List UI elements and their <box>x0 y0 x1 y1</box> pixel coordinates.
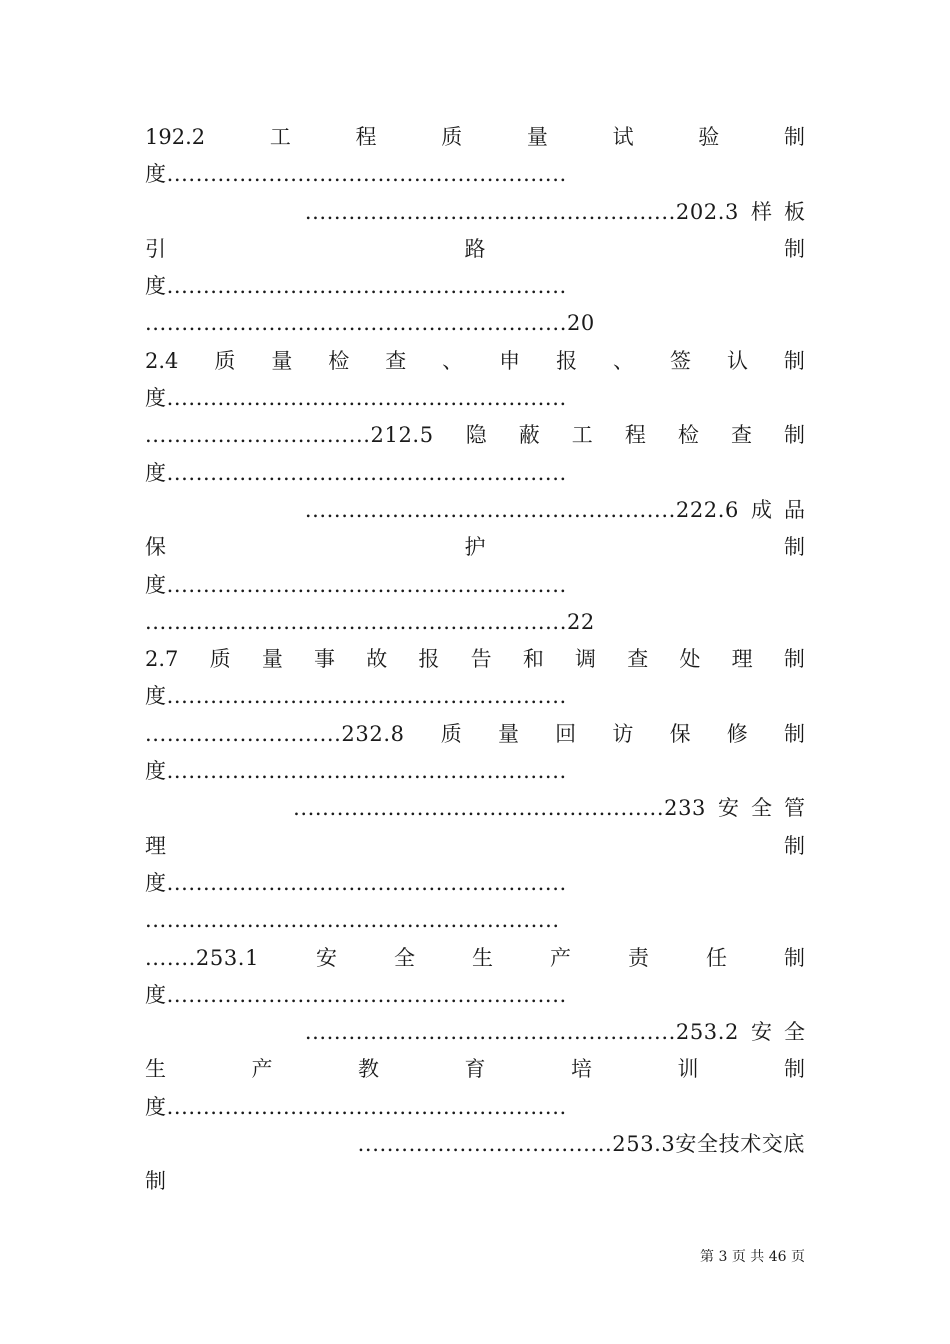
toc-line <box>145 828 805 865</box>
toc-line <box>145 417 805 454</box>
toc-line-text: ...................................253.3安全技术交底 <box>357 1132 805 1157</box>
toc-line <box>145 156 805 193</box>
toc-line-text: 理 <box>145 833 166 858</box>
toc-line <box>145 865 805 902</box>
toc-line <box>145 641 805 678</box>
toc-line-text: 2.4 <box>145 348 179 373</box>
toc-line <box>145 753 805 790</box>
toc-line-text: 检 <box>677 423 699 448</box>
toc-line-text: 制 <box>783 721 805 746</box>
toc-line-text: 故 <box>366 647 388 672</box>
toc-line-text: 查 <box>730 423 752 448</box>
toc-line <box>145 716 805 753</box>
toc-line-text: 试 <box>612 125 634 149</box>
toc-line <box>145 604 805 641</box>
toc-line-text: ...................................................253.2 <box>304 1020 739 1045</box>
toc-line <box>145 678 805 715</box>
toc-line-text: 验 <box>698 125 720 149</box>
toc-line-text: 理 <box>731 647 753 672</box>
toc-line-text: 教 <box>358 1057 379 1082</box>
toc-line <box>145 1051 805 1088</box>
toc-line <box>145 343 805 380</box>
toc-line <box>145 119 805 156</box>
toc-line-text: 保 <box>669 721 691 746</box>
toc-line-text: 查 <box>627 647 649 672</box>
toc-line-text: 工 <box>571 423 593 448</box>
toc-line-text: 修 <box>726 721 748 746</box>
toc-line <box>145 1014 805 1051</box>
toc-line <box>145 455 805 492</box>
toc-line-text: 度....................................................... <box>145 274 567 299</box>
toc-line-text: ..........................................................20 <box>145 311 595 336</box>
toc-line-text: 板 <box>784 199 805 224</box>
toc-line-text: 2.7 <box>145 647 179 672</box>
toc-line <box>145 231 805 268</box>
toc-line-text: 引 <box>145 236 166 261</box>
toc-line-text: 度....................................................... <box>145 684 567 709</box>
toc-line-text: 度....................................................... <box>145 1094 567 1119</box>
toc-line-text: 安 <box>316 945 338 970</box>
toc-line-text: 成 <box>751 497 772 522</box>
toc-line-text: 责 <box>627 945 649 970</box>
toc-line-text: 管 <box>784 796 805 821</box>
toc-line-text: 隐 <box>465 423 487 448</box>
toc-line <box>145 977 805 1014</box>
toc-line-text: 量 <box>271 348 293 373</box>
toc-line-text: 全 <box>751 796 772 821</box>
toc-line-text: 量 <box>526 125 548 149</box>
toc-line-text: 制 <box>783 647 805 672</box>
toc-line-text: 度....................................................... <box>145 162 567 187</box>
toc-line-text: 质 <box>209 647 231 672</box>
toc-line-text: ......................................................... <box>145 908 560 933</box>
toc-line-text: 制 <box>784 535 805 560</box>
toc-line-text: .......253.1 <box>145 945 260 970</box>
toc-line <box>145 567 805 604</box>
toc-line-text: 生 <box>145 1057 166 1082</box>
toc-line-text: ...................................................222.6 <box>304 497 739 522</box>
toc-line-text: 制 <box>783 125 805 149</box>
toc-line-text: 制 <box>783 423 805 448</box>
toc-line-text: 保 <box>145 535 166 560</box>
toc-line-text: 查 <box>385 348 407 373</box>
toc-line-text: 安 <box>718 796 739 821</box>
toc-line-text: 全 <box>784 1020 805 1045</box>
toc-line <box>145 268 805 305</box>
toc-line <box>145 492 805 529</box>
toc-line-text: ...................................................233 <box>293 796 706 821</box>
toc-line-text: 度....................................................... <box>145 572 567 597</box>
toc-line-text: 程 <box>355 125 377 149</box>
toc-line-text: 制 <box>783 945 805 970</box>
toc-line <box>145 1089 805 1126</box>
toc-line-text: 护 <box>464 535 486 560</box>
page-number-footer: 第 3 页 共 46 页 <box>700 1249 805 1265</box>
toc-line-text: ...................................................202.3 <box>304 199 739 224</box>
toc-line-text: 度....................................................... <box>145 982 567 1007</box>
toc-line <box>145 305 805 342</box>
toc-line-text: 制 <box>145 1169 166 1194</box>
toc-line-text: 申 <box>499 348 521 373</box>
toc-line-text: 调 <box>575 647 597 672</box>
toc-line <box>145 529 805 566</box>
toc-line-text: 任 <box>705 945 727 970</box>
toc-line-text: 蔽 <box>518 423 540 448</box>
toc-line-text: 度....................................................... <box>145 386 567 411</box>
toc-line-text: ...............................212.5 <box>145 423 434 448</box>
table-of-contents <box>145 119 805 1201</box>
toc-line-text: 训 <box>677 1057 699 1082</box>
toc-line-text: 生 <box>472 945 493 970</box>
toc-line-text: 工 <box>269 125 291 149</box>
toc-line-text: 认 <box>726 348 748 373</box>
toc-line-text: 量 <box>261 647 283 672</box>
toc-line-text: 事 <box>314 647 336 672</box>
toc-line-text: 程 <box>624 423 646 448</box>
toc-line-text: 质 <box>214 348 236 373</box>
toc-line-text: 告 <box>470 647 492 672</box>
toc-line-text: 度....................................................... <box>145 460 567 485</box>
toc-line-text: 访 <box>612 721 634 746</box>
toc-line-text: 签 <box>669 348 691 373</box>
toc-line <box>145 902 805 939</box>
toc-line-text: 路 <box>464 236 486 261</box>
toc-line-text: 检 <box>328 348 350 373</box>
toc-line-text: 报 <box>418 647 440 672</box>
toc-line-text: 制 <box>784 236 805 261</box>
toc-line-text: 制 <box>784 1057 805 1082</box>
toc-line-text: 质 <box>441 125 463 149</box>
toc-line-text: 报 <box>556 348 578 373</box>
toc-line <box>145 1163 805 1200</box>
toc-line-text: 192.2 <box>145 125 206 149</box>
toc-line-text: 回 <box>555 721 577 746</box>
toc-line-text: 样 <box>751 199 772 224</box>
toc-line <box>145 940 805 977</box>
toc-line-text: 育 <box>464 1057 486 1082</box>
toc-line-text: 、 <box>442 348 464 373</box>
toc-line-text: 量 <box>497 721 519 746</box>
toc-line-text: 制 <box>783 348 805 373</box>
toc-line <box>145 380 805 417</box>
toc-line-text: 、 <box>613 348 635 373</box>
toc-line-text: ..........................................................22 <box>145 609 595 634</box>
toc-line-text: ...........................232.8 <box>145 721 405 746</box>
toc-line-text: 质 <box>440 721 462 746</box>
toc-line-text: 培 <box>571 1057 592 1082</box>
toc-line <box>145 1126 805 1163</box>
toc-line-text: 度....................................................... <box>145 759 567 784</box>
toc-line-text: 品 <box>784 497 805 522</box>
toc-line-text: 制 <box>784 833 805 858</box>
toc-line-text: 安 <box>751 1020 772 1045</box>
toc-line-text: 度....................................................... <box>145 870 567 895</box>
toc-line-text: 产 <box>549 945 571 970</box>
toc-line <box>145 790 805 827</box>
toc-line <box>145 194 805 231</box>
toc-line-text: 全 <box>394 945 416 970</box>
toc-line-text: 处 <box>679 647 701 672</box>
toc-line-text: 和 <box>522 647 544 672</box>
toc-line-text: 产 <box>251 1057 273 1082</box>
